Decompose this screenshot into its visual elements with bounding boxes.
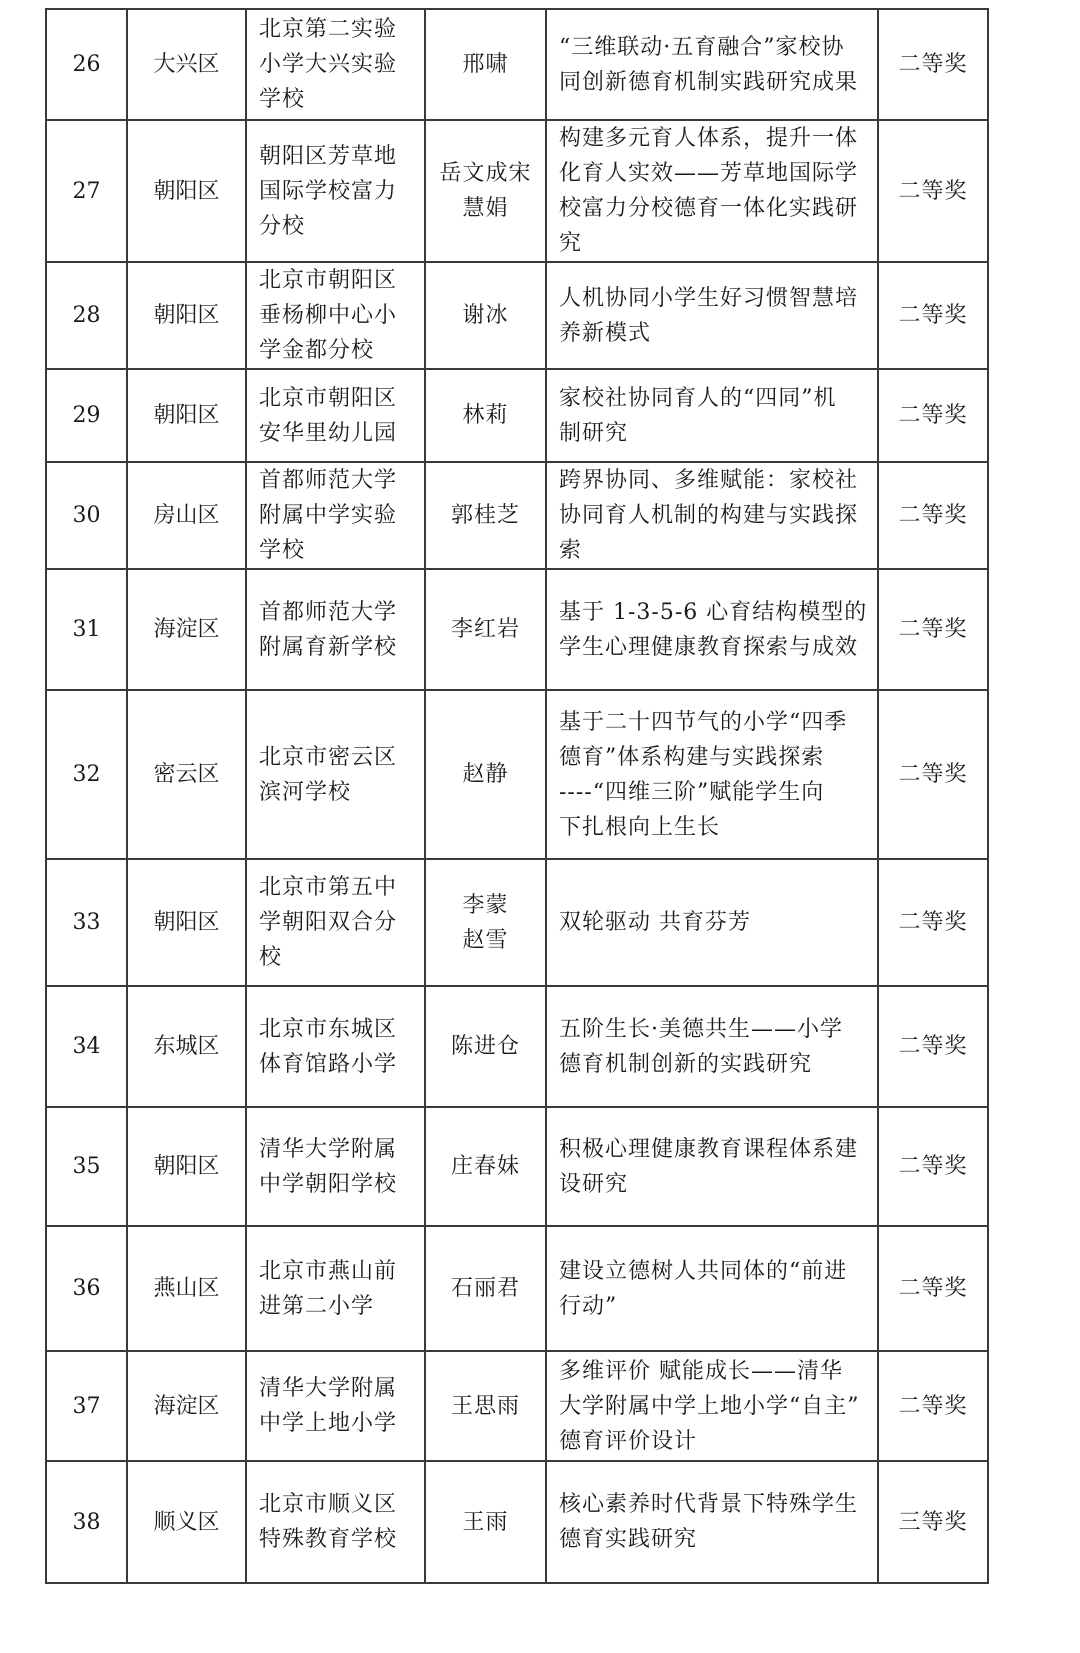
row-number-cell (46, 1226, 127, 1351)
award-results-table (45, 8, 989, 1584)
title-line: 养新模式 (559, 320, 652, 346)
award-level: 二等奖 (898, 1276, 968, 1301)
title-line: 积极心理健康教育课程体系建 (559, 1136, 859, 1162)
award-level: 二等奖 (898, 762, 968, 787)
author-line: 李红岩 (450, 617, 520, 642)
project-title-cell (546, 262, 878, 369)
author-line: 谢冰 (462, 303, 509, 328)
row-number: 33 (72, 910, 101, 935)
award-cell (878, 262, 988, 369)
school-line: 中学朝阳学校 (259, 1171, 398, 1197)
award-level: 二等奖 (898, 910, 968, 935)
school-line: 校 (259, 945, 283, 970)
school-cell (246, 690, 425, 859)
table-row (46, 569, 988, 690)
author-cell (425, 1351, 546, 1461)
award-cell (878, 1226, 988, 1351)
project-title-cell (546, 462, 878, 569)
award-cell (878, 462, 988, 569)
table-row (46, 1107, 988, 1226)
district-cell (127, 9, 246, 120)
school-cell (246, 1351, 425, 1461)
district: 朝阳区 (153, 178, 220, 204)
row-number: 37 (72, 1393, 101, 1419)
district-cell (127, 1351, 246, 1461)
project-title-cell (546, 369, 878, 462)
school-line: 北京市朝阳区 (259, 385, 398, 411)
project-title-cell (546, 120, 878, 262)
district-cell (127, 369, 246, 462)
row-number-cell (46, 462, 127, 569)
title-line: ----“四维三阶”赋能学生向 (559, 779, 825, 805)
project-title-cell (546, 986, 878, 1107)
table-row (46, 9, 988, 120)
school-line: 北京市朝阳区 (259, 268, 398, 293)
row-number: 29 (72, 403, 101, 428)
title-line: 五阶生长·美德共生——小学 (559, 1016, 843, 1042)
author-line: 岳文成宋 (439, 161, 532, 186)
award-level: 二等奖 (898, 403, 968, 428)
project-title-cell (546, 1461, 878, 1583)
title-line: 校富力分校德育一体化实践研 (559, 196, 859, 221)
title-line: 构建多元育人体系，提升一体 (559, 126, 859, 151)
title-line: 索 (559, 538, 583, 563)
row-number: 38 (72, 1509, 101, 1535)
school-cell (246, 9, 425, 120)
school-line: 分校 (259, 213, 306, 239)
project-title-cell (546, 1226, 878, 1351)
award-level: 二等奖 (898, 1393, 968, 1419)
author-cell (425, 1461, 546, 1583)
row-number: 32 (72, 762, 101, 787)
school-cell (246, 986, 425, 1107)
school-line: 北京市顺义区 (259, 1492, 398, 1517)
title-line: 跨界协同、多维赋能：家校社 (559, 468, 859, 493)
row-number-cell (46, 859, 127, 986)
row-number: 28 (72, 303, 101, 328)
district-cell (127, 690, 246, 859)
district: 燕山区 (153, 1276, 220, 1301)
row-number-cell (46, 9, 127, 120)
title-line: 核心素养时代背景下特殊学生 (559, 1492, 859, 1517)
author-cell (425, 1107, 546, 1226)
school-line: 学校 (259, 87, 306, 112)
author-line: 慧娟 (462, 196, 509, 221)
school-cell (246, 262, 425, 369)
author-line: 郭桂芝 (450, 503, 520, 528)
project-title-cell (546, 1107, 878, 1226)
district-cell (127, 986, 246, 1107)
row-number-cell (46, 369, 127, 462)
row-number-cell (46, 1107, 127, 1226)
table-row (46, 262, 988, 369)
table-row (46, 369, 988, 462)
school-line: 首都师范大学 (259, 599, 398, 625)
school-line: 学金都分校 (259, 338, 375, 363)
school-line: 附属育新学校 (259, 634, 398, 660)
author-line: 陈进仓 (450, 1034, 520, 1059)
title-line: 德育实践研究 (559, 1527, 698, 1552)
author-line: 李蒙 (462, 892, 509, 918)
author-line: 林莉 (462, 403, 509, 428)
district-cell (127, 1107, 246, 1226)
school-line: 国际学校富力 (259, 178, 398, 204)
award-cell (878, 120, 988, 262)
award-cell (878, 859, 988, 986)
title-line: 德育”体系构建与实践探索 (559, 744, 825, 770)
author-cell (425, 369, 546, 462)
district-cell (127, 1226, 246, 1351)
school-cell (246, 462, 425, 569)
school-line: 北京市密云区 (259, 744, 398, 770)
district: 朝阳区 (153, 403, 220, 428)
title-line: 下扎根向上生长 (559, 814, 721, 840)
title-line: 德育机制创新的实践研究 (559, 1051, 813, 1077)
project-title-cell (546, 1351, 878, 1461)
title-line: 双轮驱动 共育芬芳 (559, 910, 751, 935)
author-cell (425, 569, 546, 690)
row-number: 30 (72, 503, 101, 528)
title-line: 大学附属中学上地小学“自主” (559, 1393, 860, 1419)
table-row (46, 690, 988, 859)
award-level: 二等奖 (898, 617, 968, 642)
award-level: 二等奖 (898, 1154, 968, 1179)
award-level: 二等奖 (898, 178, 968, 204)
author-cell (425, 462, 546, 569)
author-cell (425, 690, 546, 859)
award-level: 二等奖 (898, 503, 968, 528)
row-number-cell (46, 1461, 127, 1583)
title-line: 同创新德育机制实践研究成果 (559, 69, 859, 95)
district: 朝阳区 (153, 303, 220, 328)
row-number-cell (46, 690, 127, 859)
project-title-cell (546, 690, 878, 859)
award-level: 三等奖 (898, 1509, 968, 1535)
school-line: 垂杨柳中心小 (259, 303, 398, 328)
title-line: 人机协同小学生好习惯智慧培 (559, 285, 859, 311)
district: 大兴区 (153, 52, 220, 77)
title-line: 家校社协同育人的“四同”机 (559, 385, 837, 411)
school-line: 首都师范大学 (259, 468, 398, 493)
school-line: 滨河学校 (259, 779, 352, 805)
award-cell (878, 1461, 988, 1583)
author-line: 王雨 (462, 1509, 509, 1535)
district: 东城区 (153, 1034, 220, 1059)
row-number: 35 (72, 1154, 101, 1179)
school-line: 学校 (259, 538, 306, 563)
award-level: 二等奖 (898, 303, 968, 328)
title-line: 制研究 (559, 420, 629, 446)
school-cell (246, 369, 425, 462)
table-row (46, 1226, 988, 1351)
table-row (46, 859, 988, 986)
district: 顺义区 (153, 1509, 220, 1535)
author-cell (425, 9, 546, 120)
district-cell (127, 120, 246, 262)
author-line: 邢啸 (462, 52, 509, 77)
row-number-cell (46, 569, 127, 690)
author-line: 赵雪 (462, 927, 509, 953)
school-line: 北京市第五中 (259, 875, 398, 900)
title-line: 行动” (559, 1293, 618, 1319)
project-title-cell (546, 9, 878, 120)
school-cell (246, 1107, 425, 1226)
project-title-cell (546, 569, 878, 690)
table-body (46, 9, 988, 1583)
school-cell (246, 859, 425, 986)
district-cell (127, 569, 246, 690)
title-line: 设研究 (559, 1171, 629, 1197)
school-line: 进第二小学 (259, 1293, 375, 1319)
school-cell (246, 569, 425, 690)
award-cell (878, 369, 988, 462)
row-number: 31 (72, 617, 101, 642)
title-line: “三维联动·五育融合”家校协 (559, 34, 845, 60)
school-line: 附属中学实验 (259, 503, 398, 528)
row-number: 34 (72, 1034, 101, 1059)
title-line: 德育评价设计 (559, 1428, 698, 1454)
award-cell (878, 1351, 988, 1461)
table-row (46, 986, 988, 1107)
school-line: 中学上地小学 (259, 1411, 398, 1436)
award-cell (878, 986, 988, 1107)
district-cell (127, 859, 246, 986)
district: 朝阳区 (153, 910, 220, 935)
author-cell (425, 120, 546, 262)
title-line: 建设立德树人共同体的“前进 (559, 1258, 848, 1284)
award-cell (878, 9, 988, 120)
school-line: 小学大兴实验 (259, 52, 398, 77)
district-cell (127, 1461, 246, 1583)
school-line: 体育馆路小学 (259, 1051, 398, 1077)
title-line: 基于二十四节气的小学“四季 (559, 709, 848, 735)
award-cell (878, 1107, 988, 1226)
row-number: 26 (72, 52, 101, 77)
row-number-cell (46, 262, 127, 369)
author-line: 王思雨 (450, 1393, 520, 1419)
row-number: 27 (72, 178, 101, 204)
school-line: 清华大学附属 (259, 1376, 398, 1401)
title-line: 究 (559, 231, 583, 256)
school-line: 北京第二实验 (259, 17, 398, 42)
table-row (46, 1461, 988, 1583)
author-cell (425, 986, 546, 1107)
author-line: 庄春妹 (450, 1154, 520, 1179)
school-line: 安华里幼儿园 (259, 420, 398, 446)
award-cell (878, 690, 988, 859)
author-cell (425, 1226, 546, 1351)
author-line: 赵静 (462, 762, 509, 787)
district: 房山区 (153, 503, 220, 528)
author-line: 石丽君 (450, 1276, 520, 1301)
school-cell (246, 1461, 425, 1583)
title-line: 化育人实效——芳草地国际学 (559, 161, 859, 186)
school-line: 特殊教育学校 (259, 1527, 398, 1552)
school-line: 北京市东城区 (259, 1016, 398, 1042)
row-number-cell (46, 120, 127, 262)
district: 朝阳区 (153, 1154, 220, 1179)
award-cell (878, 569, 988, 690)
district: 海淀区 (153, 1393, 220, 1419)
school-line: 朝阳区芳草地 (259, 143, 398, 169)
district-cell (127, 462, 246, 569)
author-cell (425, 859, 546, 986)
author-cell (425, 262, 546, 369)
table-row (46, 120, 988, 262)
award-level: 二等奖 (898, 1034, 968, 1059)
table-row (46, 462, 988, 569)
school-cell (246, 1226, 425, 1351)
row-number-cell (46, 986, 127, 1107)
school-line: 北京市燕山前 (259, 1258, 398, 1284)
title-line: 协同育人机制的构建与实践探 (559, 503, 859, 528)
title-line: 多维评价 赋能成长——清华 (559, 1358, 843, 1384)
title-line: 学生心理健康教育探索与成效 (559, 634, 859, 660)
table-row (46, 1351, 988, 1461)
school-cell (246, 120, 425, 262)
row-number: 36 (72, 1276, 101, 1301)
district-cell (127, 262, 246, 369)
district: 密云区 (153, 762, 220, 787)
school-line: 清华大学附属 (259, 1136, 398, 1162)
row-number-cell (46, 1351, 127, 1461)
title-line: 基于 1-3-5-6 心育结构模型的 (559, 599, 868, 625)
award-level: 二等奖 (898, 52, 968, 77)
district: 海淀区 (153, 617, 220, 642)
project-title-cell (546, 859, 878, 986)
school-line: 学朝阳双合分 (259, 910, 398, 935)
